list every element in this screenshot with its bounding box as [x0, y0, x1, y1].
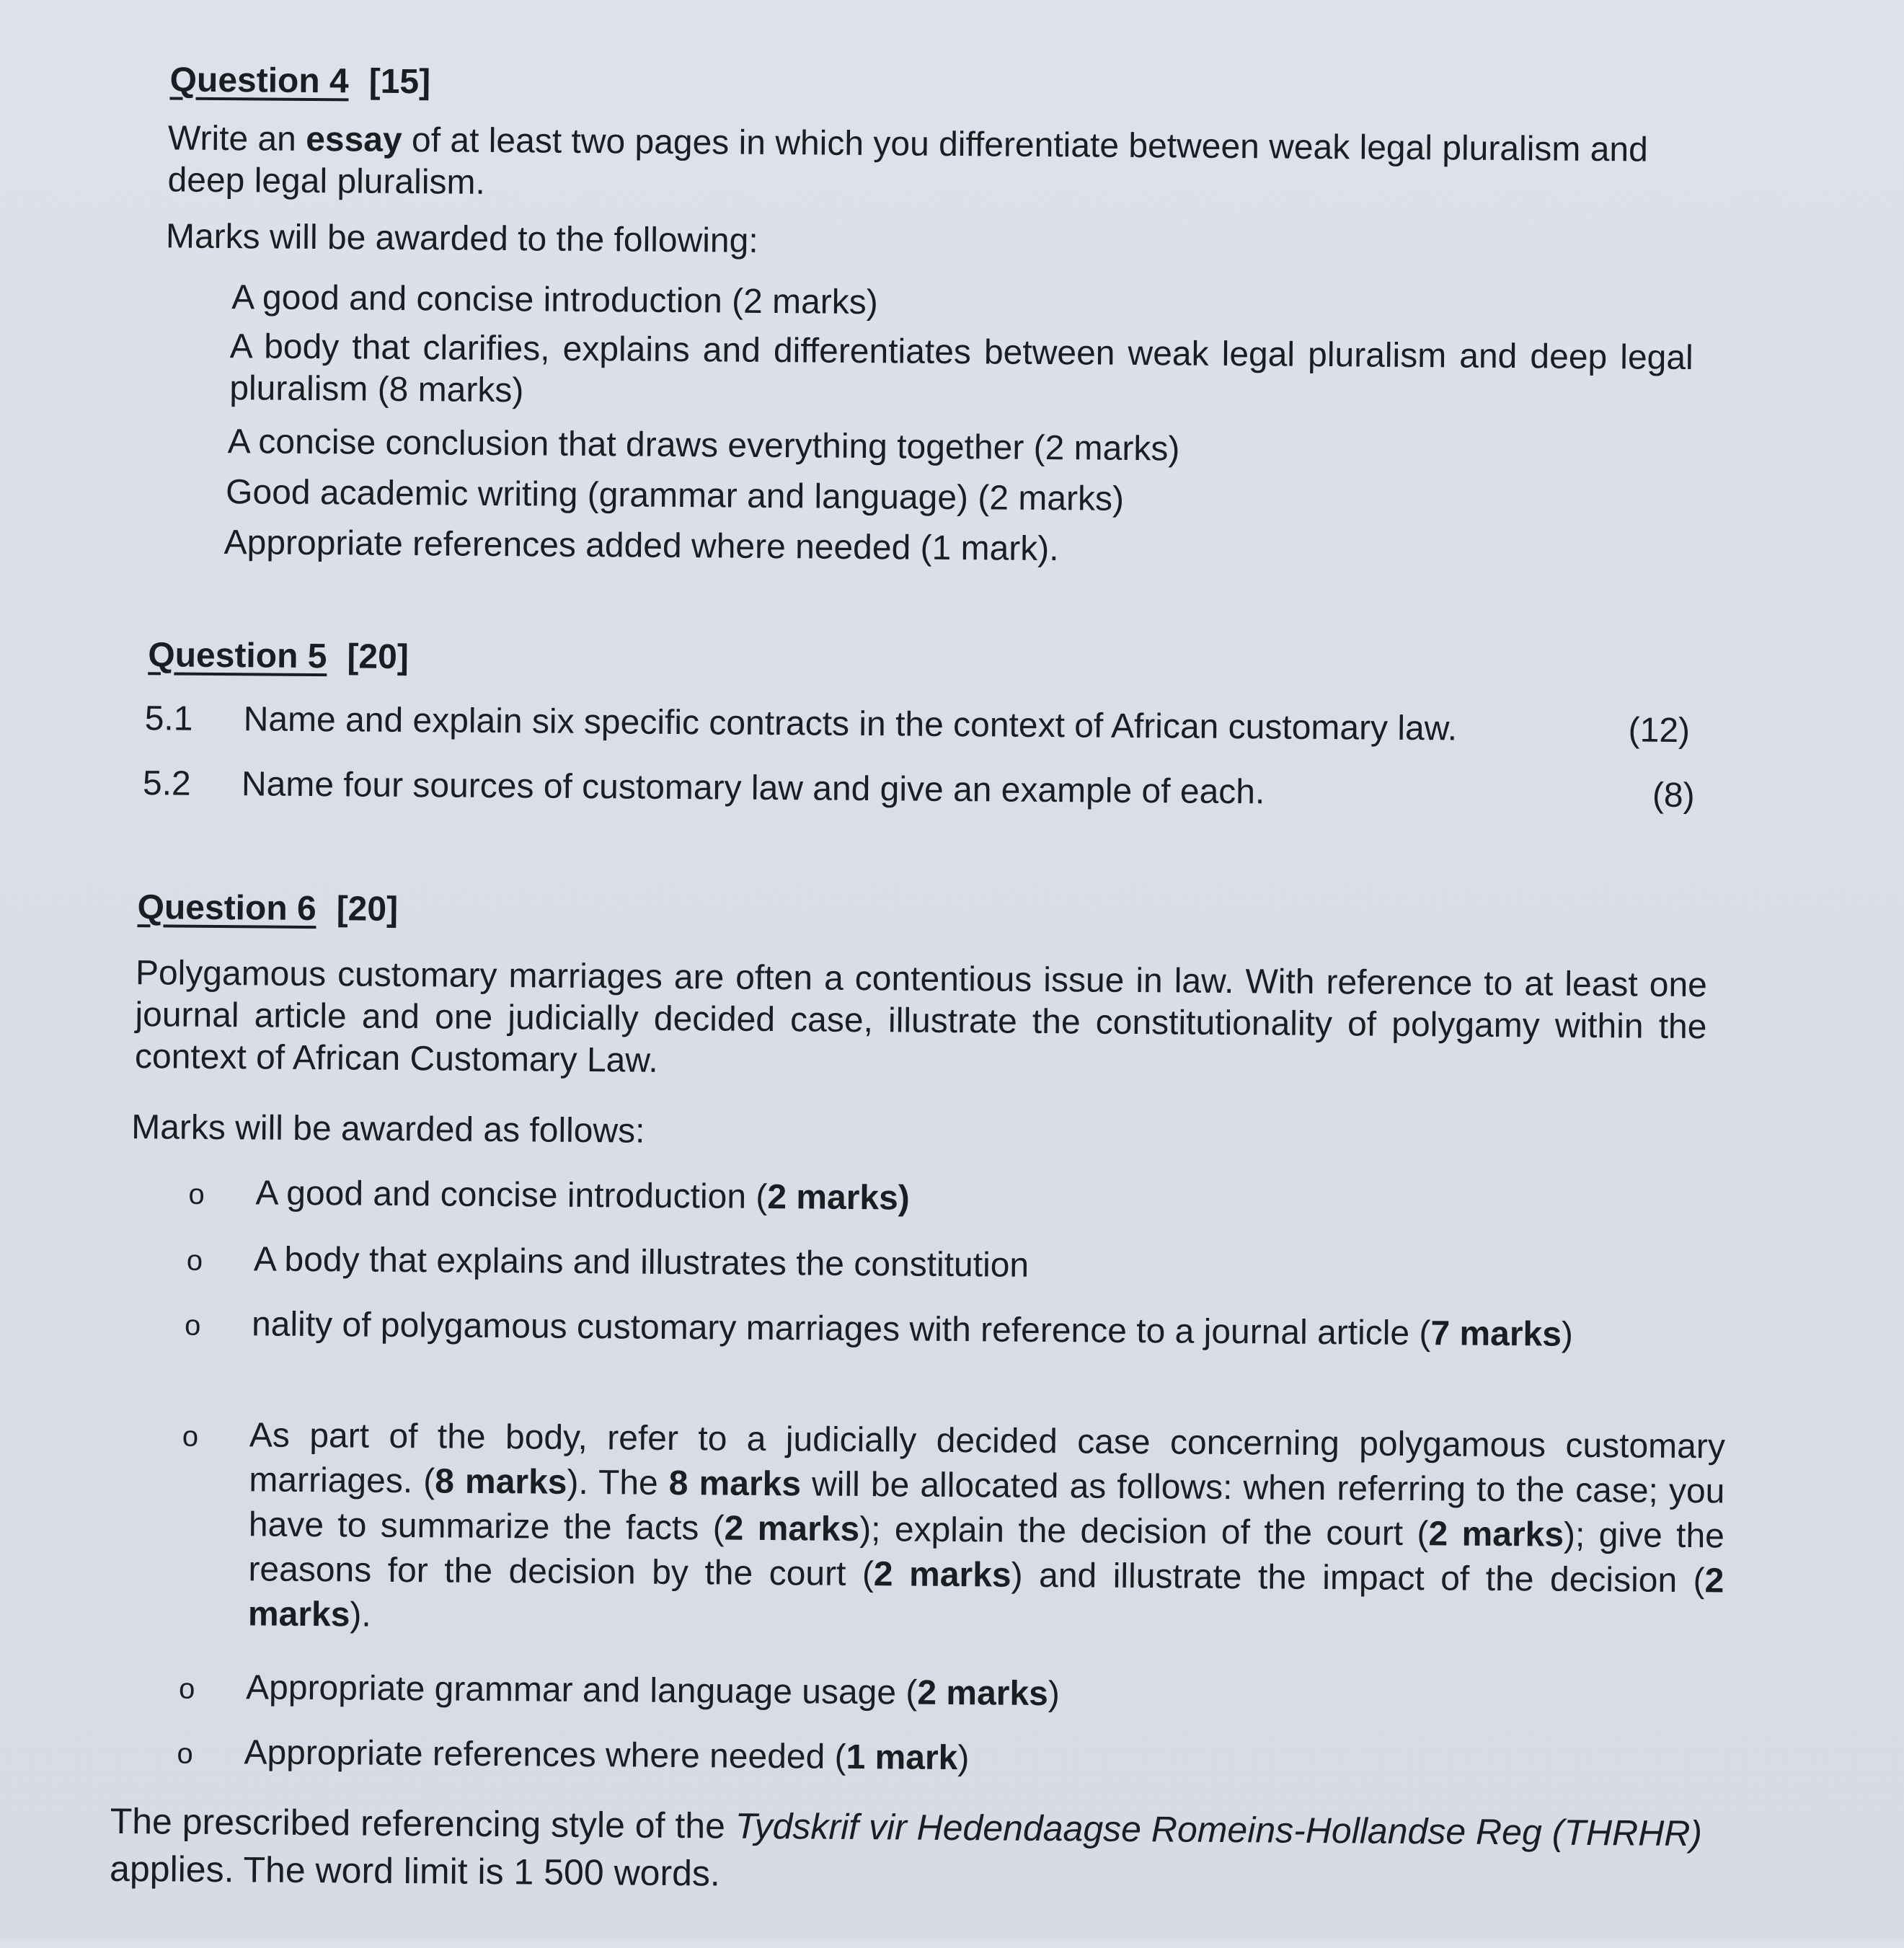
q4-criterion-body: A body that clarifies, explains and differentiates between weak legal pluralism and deep legal pluralism (8 marks) [229, 327, 1693, 410]
question-5-title: Question 5 [148, 636, 327, 676]
q4-criterion-conclusion: A concise conclusion that draws everything together (2 marks) [227, 422, 1180, 469]
question-4-awarded-label: Marks will be awarded to the following: [165, 217, 758, 260]
bullet-marker: o [182, 1420, 199, 1453]
bullet-marker: o [186, 1244, 203, 1277]
question-4-instruction: Write an essay of at least two pages in which you differentiate between weak legal pluralism and deep legal pluralism. [167, 119, 1648, 202]
question-5-1-number: 5.1 [144, 699, 193, 738]
q4-criterion-intro: A good and concise introduction (2 marks) [231, 278, 878, 322]
question-6-referencing-note: The prescribed referencing style of the Tydskrif vir Hedendaagse Romeins-Hollandse Reg (THRHR) applies. The word limit is 1 500 words. [109, 1800, 1703, 1894]
question-4-heading [169, 60, 430, 102]
question-5-marks: [20] [347, 637, 409, 677]
question-5-2-number: 5.2 [142, 764, 191, 803]
question-5-2-text: Name four sources of customary law and give an example of each. [241, 765, 1265, 812]
question-6-awarded-label: Marks will be awarded as follows: [131, 1108, 645, 1151]
q6-bullet-grammar: o Appropriate grammar and language usage (2 marks) [179, 1665, 1714, 1728]
q6-bullet-introduction: o A good and concise introduction (2 marks) [188, 1171, 1724, 1234]
question-5-2-marks: (8) [1652, 776, 1695, 815]
question-5-1-row [144, 699, 1701, 754]
bullet-marker: o [177, 1737, 193, 1770]
q6-bullet-references: o Appropriate references where needed (1 mark) [177, 1730, 1712, 1793]
essay-keyword: essay [306, 120, 402, 159]
question-5-heading [148, 635, 409, 677]
question-5-1-marks: (12) [1628, 711, 1691, 751]
bullet-marker: o [188, 1178, 205, 1210]
question-6-marks: [20] [336, 890, 399, 929]
journal-name: Tydskrif vir Hedendaagse Romeins-Hollandse Reg [735, 1805, 1543, 1853]
q6-bullet-body: o A body that explains and illustrates the constitution [187, 1237, 1722, 1300]
journal-abbreviation: (THRHR) [1551, 1812, 1703, 1854]
q6-bullet-judicial-case: o As part of the body, refer to a judicially decided case concerning polygamous customary marriages. (8 marks). The 8 marks will be allocated as follows: when referring to the case; you have to summarize the facts (2 marks); explain the decision of the court (2 marks); give the reasons for the decision by the court (2 marks) and illustrate the impact of the decision (2 marks). [181, 1413, 1725, 1656]
question-6-instruction: Polygamous customary marriages are often a contentious issue in law. With reference to at least one journal article and one judicially decided case, illustrate the constitutionality of polygamy within the context of African Customary Law. [134, 954, 1708, 1080]
bullet-marker: o [178, 1673, 195, 1705]
q6-bullet-journal-article: o nality of polygamous customary marriages with reference to a journal article (7 marks) [184, 1302, 1720, 1408]
question-6-heading [137, 887, 398, 929]
question-4-title: Question 4 [169, 61, 349, 101]
question-4-marks: [15] [368, 62, 431, 102]
q4-criterion-writing: Good academic writing (grammar and language) (2 marks) [225, 473, 1125, 518]
question-5-1-text: Name and explain six specific contracts in the context of African customary law. [243, 700, 1458, 748]
bullet-marker: o [184, 1309, 201, 1342]
question-5-2-row [143, 763, 1700, 819]
question-6-title: Question 6 [137, 888, 316, 929]
q4-criterion-references: Appropriate references added where needed (1 mark). [223, 523, 1059, 569]
